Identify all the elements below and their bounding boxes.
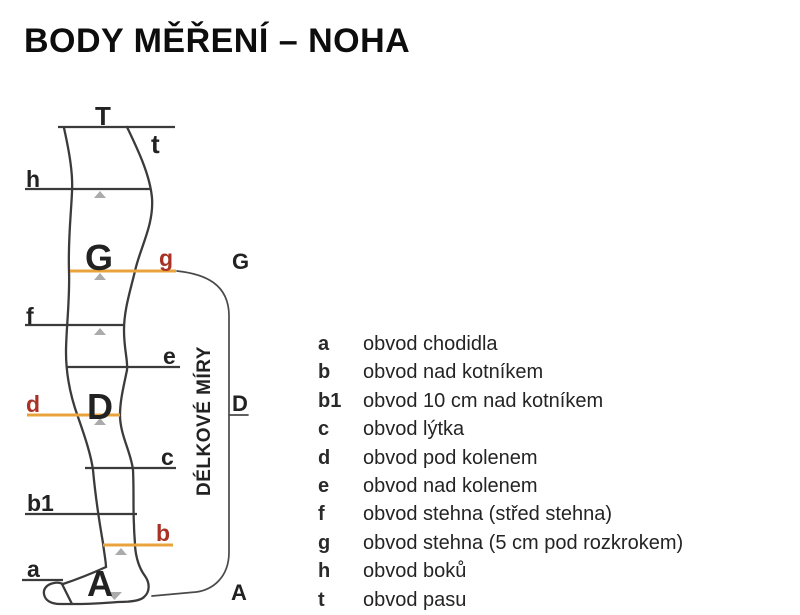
legend-row [318, 358, 788, 386]
label-t: t [151, 129, 160, 159]
legend-row [318, 444, 788, 472]
legend-text: obvod chodidla [363, 333, 498, 355]
measurement-legend [318, 330, 788, 614]
legend-row [318, 415, 788, 443]
legend-key: h [318, 560, 331, 583]
legend-row [318, 387, 788, 415]
legend-key: e [318, 475, 330, 498]
foot-toe-cap-line [62, 584, 72, 604]
legend-text: obvod boků [363, 560, 467, 583]
legend-text: obvod pasu [363, 588, 467, 611]
label-bracket-G: G [232, 249, 250, 274]
label-a: a [27, 556, 40, 582]
length-bracket [152, 271, 229, 596]
legend-text: obvod lýtka [363, 418, 465, 441]
legend-key: g [318, 531, 331, 554]
legend-key: t [318, 588, 325, 611]
legend-text: obvod nad kolenem [363, 475, 538, 498]
label-A-big: A [87, 563, 113, 604]
legend-row [318, 330, 788, 358]
label-b-red: b [156, 520, 171, 546]
marker-triangle-f [94, 328, 106, 335]
legend-row [318, 586, 788, 614]
label-e: e [163, 343, 176, 369]
label-bracket-A: A [231, 580, 247, 605]
legend-row [318, 529, 788, 557]
legend-text: obvod pod kolenem [363, 446, 538, 469]
label-g-red: g [159, 245, 174, 271]
label-b1: b1 [27, 490, 54, 516]
legend-key: b [318, 361, 331, 384]
label-bracket-D: D [232, 391, 248, 416]
legend-text: obvod 10 cm nad kotníkem [363, 389, 604, 412]
legend-row [318, 500, 788, 528]
label-G-big: G [85, 237, 114, 278]
label-D-big: D [87, 386, 113, 427]
legend-text: obvod stehna (5 cm pod rozkrokem) [363, 531, 684, 554]
leg-measurement-diagram [0, 0, 270, 615]
label-f: f [26, 303, 34, 329]
marker-triangle-b [115, 548, 127, 555]
legend-key: b1 [318, 389, 342, 412]
legend-key: f [318, 503, 325, 526]
legend-row [318, 472, 788, 500]
label-length-measures: DÉLKOVÉ MÍRY [194, 346, 215, 496]
marker-triangle-h [94, 191, 106, 198]
label-c: c [161, 444, 174, 470]
legend-key: c [318, 418, 330, 441]
label-h: h [26, 166, 41, 192]
page-title: BODY MĚŘENÍ – NOHA [24, 22, 411, 60]
legend-text: obvod nad kotníkem [363, 361, 544, 384]
legend-row [318, 557, 788, 585]
label-T: T [95, 101, 111, 131]
legend-key: d [318, 446, 331, 469]
legend-text: obvod stehna (střed stehna) [363, 503, 613, 526]
label-d-red: d [26, 391, 41, 417]
legend-key: a [318, 333, 330, 355]
